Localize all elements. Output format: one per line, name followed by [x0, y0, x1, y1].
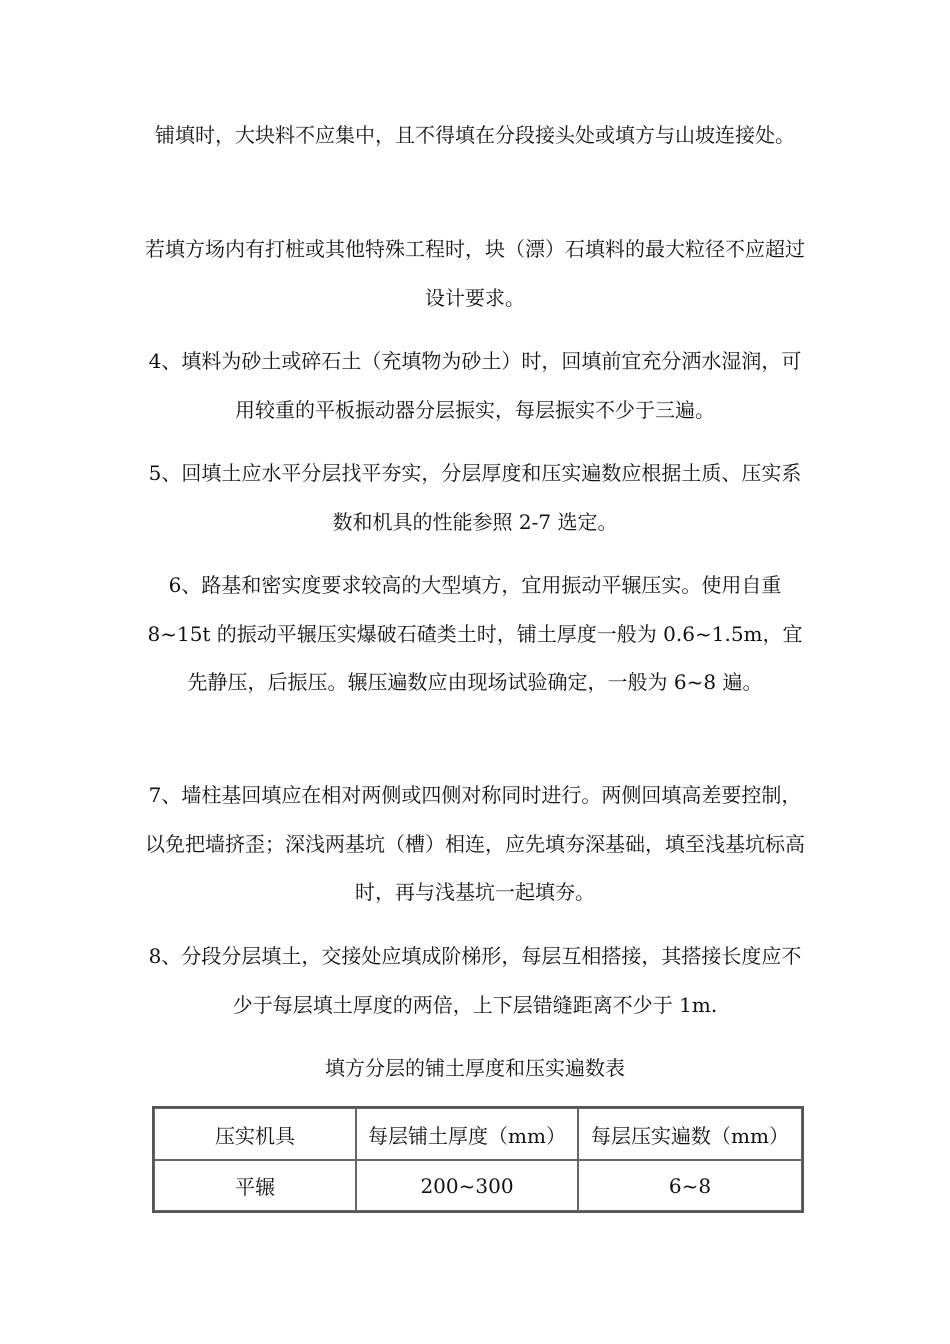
paragraph-item-7: 7、墙柱基回填应在相对两侧或四侧对称同时进行。两侧回填高差要控制，以免把墙挤歪；深浅两基坑（槽）相连，应先填夯深基础，填至浅基坑标高时，再与浅基坑一起填夯。: [145, 783, 805, 904]
table-cell: 平辗: [154, 1160, 356, 1211]
table-header-cell: 压实机具: [154, 1108, 356, 1160]
paragraph-filling-note: 铺填时，大块料不应集中，且不得填在分段接头处或填方与山坡连接处。: [155, 123, 795, 147]
table-title: 填方分层的铺土厚度和压实遍数表: [325, 1056, 625, 1080]
paragraph-item-6: 6、路基和密实度要求较高的大型填方，宜用振动平辗压实。使用自重 8~15t 的振动平辗压实爆破石碴类土时，铺土厚度一般为 0.6~1.5m，宜先静压，后振压。辗压遍数应由现场试验确定，一般为 6~8 遍。: [147, 573, 803, 694]
paragraph-item-5: 5、回填土应水平分层找平夯实，分层厚度和压实遍数应根据土质、压实系数和机具的性能参照 2-7 选定。: [148, 461, 802, 534]
table-header-row: [154, 1108, 802, 1160]
paragraph-item-8: 8、分段分层填土，交接处应填成阶梯形，每层互相搭接，其搭接长度应不少于每层填土厚度的两倍，上下层错缝距离不少于 1m.: [148, 944, 802, 1017]
table-cell: 200~300: [356, 1160, 578, 1211]
table-header-cell: 每层铺土厚度（mm）: [356, 1108, 578, 1160]
paragraph-item-4: 4、填料为砂土或碎石土（充填物为砂土）时，回填前宜充分洒水湿润，可用较重的平板振动器分层振实，每层振实不少于三遍。: [148, 349, 802, 422]
paragraph-max-grain-size: 若填方场内有打桩或其他特殊工程时，块（漂）石填料的最大粒径不应超过设计要求。: [145, 237, 805, 310]
compaction-table: [152, 1106, 804, 1213]
table-cell: 6~8: [578, 1160, 802, 1211]
table-row: [154, 1160, 802, 1211]
table-header-cell: 每层压实遍数（mm）: [578, 1108, 802, 1160]
